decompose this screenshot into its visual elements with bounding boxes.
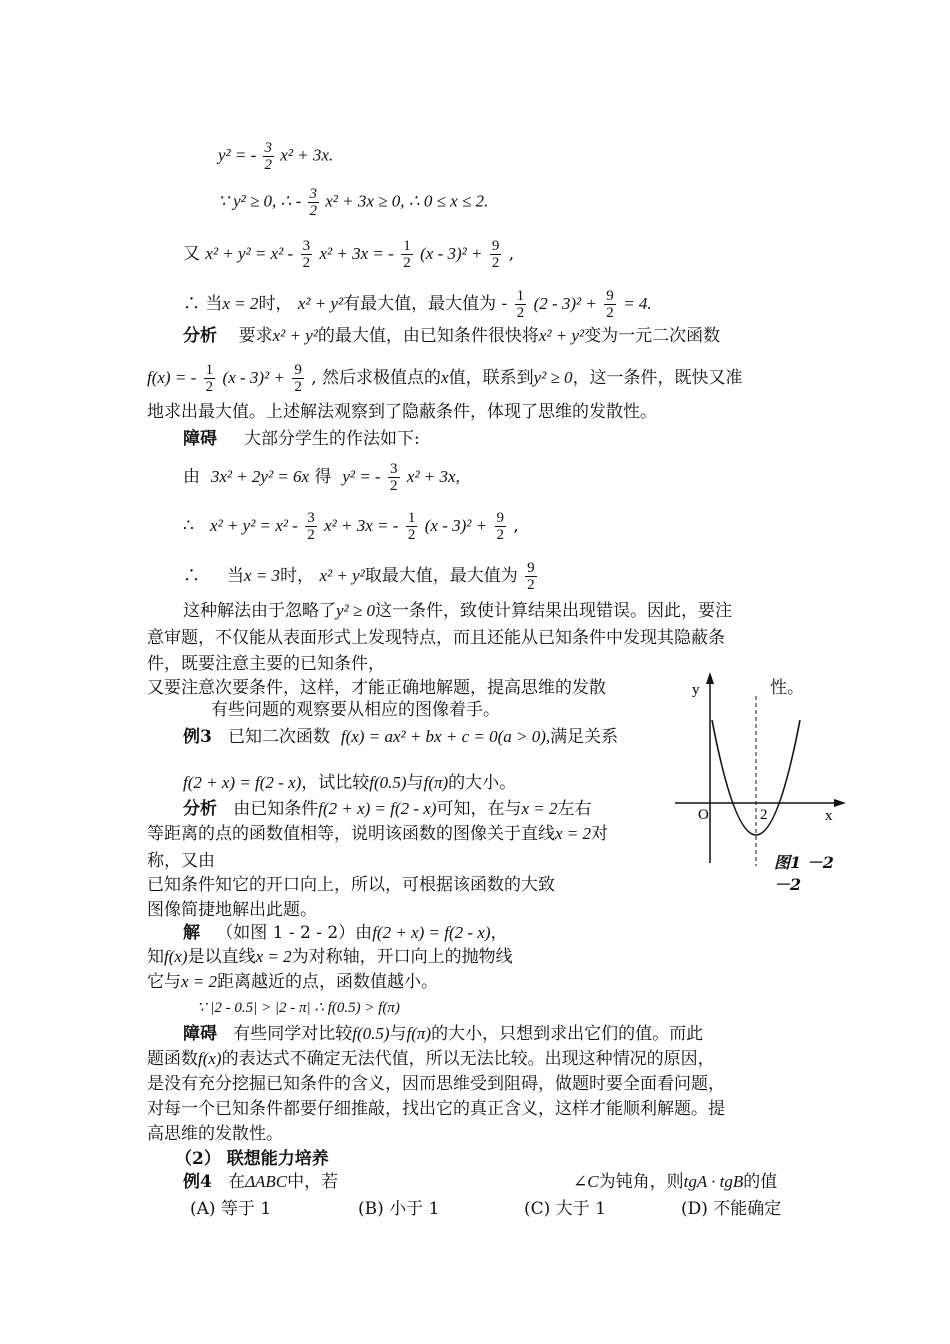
equation-line: 又 x² + y² = x² - $\frac{3}{2}$ x² + 3x = - $\frac{1}{2}$ (x - 3)² + $\frac{9}{2}$ , xyxy=(183,238,515,271)
text-line: 件，既要注意主要的已知条件， xyxy=(147,654,385,674)
section-heading: （2） 联想能力培养 xyxy=(175,1149,329,1169)
option-c: (C) 大于 1 xyxy=(524,1199,606,1219)
solution: 它与x = 2距离越近的点，函数值越小。 xyxy=(147,972,439,992)
analysis-paragraph: 分析 由已知条件f(2 + x) = f(2 - x)可知，在与x = 2左右 xyxy=(183,799,592,819)
parabola-figure xyxy=(670,668,850,868)
text-line: 有些问题的观察要从相应的图像着手。 xyxy=(211,700,500,720)
analysis-paragraph: 分析 要求x² + y²的最大值，由已知条件很快将x² + y²变为一元二次函数 xyxy=(183,326,721,346)
option-a: (A) 等于 1 xyxy=(190,1199,272,1219)
solution: 知f(x)是以直线x = 2为对称轴，开口向上的抛物线 xyxy=(147,947,513,967)
equation-line: 由 3x² + 2y² = 6x 得 y² = - $\frac{3}{2}$ x² + 3x, xyxy=(183,461,460,494)
option-d: (D) 不能确定 xyxy=(681,1199,782,1219)
analysis-paragraph: f(x) = - $\frac{1}{2}$ (x - 3)² + $\frac{9}{2}$ , 然后求极值点的x值，联系到y² ≥ 0，这一条件，既快又准 xyxy=(147,362,743,395)
text-line: 图像简捷地解出此题。 xyxy=(147,900,317,920)
tick-label-2: 2 xyxy=(760,807,768,823)
x-label: x xyxy=(825,808,833,824)
origin-label: O xyxy=(698,807,709,823)
text-line: 高思维的发散性。 xyxy=(147,1124,283,1144)
text-line: 题函数f(x)的表达式不确定无法代值，所以无法比较。出现这种情况的原因， xyxy=(147,1049,715,1069)
text-line: 等距离的点的函数值相等，说明该函数的图像关于直线x = 2对 xyxy=(147,824,609,844)
equation-line: ∴ 当x = 2时， x² + y²有最大值，最大值为 - $\frac{1}{2}$ (2 - 3)² + $\frac{9}{2}$ = 4. xyxy=(183,288,652,321)
obstacle-paragraph: 障碍 有些同学对比较f(0.5)与f(π)的大小，只想到求出它们的值。而此 xyxy=(183,1024,704,1044)
solution: ∵ |2 - 0.5| > |2 - π| ∴ f(0.5) > f(π) xyxy=(197,1000,400,1016)
text-line: 是没有充分挖掘已知条件的含义，因而思维受到阻碍，做题时要全面看问题， xyxy=(147,1074,725,1094)
example-3: f(2 + x) = f(2 - x)，试比较f(0.5)与f(π)的大小。 xyxy=(183,773,517,793)
text-line: 地求出最大值。上述解法观察到了隐蔽条件，体现了思维的发散性。 xyxy=(147,402,657,422)
y-label: y xyxy=(692,682,700,698)
figure-caption-continued: －2 xyxy=(774,875,802,894)
x-axis-arrow xyxy=(834,799,846,807)
text-line: 已知条件知它的开口向上，所以，可根据该函数的大致 xyxy=(147,875,555,895)
fraction: $\frac{3}{2}$ xyxy=(264,140,273,173)
y-axis-arrow xyxy=(706,672,714,684)
example-4: ∠C为钝角，则tgA · tgB的值 xyxy=(573,1172,778,1192)
text-line: 意审题，不仅能从表面形式上发现特点，而且还能从已知条件中发现其隐蔽条 xyxy=(147,628,725,648)
text-line: 称，又由 xyxy=(147,851,215,871)
text-line: 对每一个已知条件都要仔细推敲，找出它的真正含义，这样才能顺利解题。提 xyxy=(147,1099,725,1119)
text-line: 性。 xyxy=(770,678,804,698)
equation-line: ∴ x² + y² = x² - $\frac{3}{2}$ x² + 3x = - $\frac{1}{2}$ (x - 3)² + $\frac{9}{2}$ , xyxy=(183,510,519,543)
equation-line: ∴ 当x = 3时， x² + y²取最大值，最大值为 $\frac{9}{2}$ xyxy=(183,560,535,593)
equation-line: ∵ y² ≥ 0, ∴ - $\frac{3}{2}$ x² + 3x ≥ 0, ∴ 0 ≤ x ≤ 2. xyxy=(218,186,489,219)
option-b: (B) 小于 1 xyxy=(358,1199,440,1219)
equation-line: y² = - $\frac{3}{2}$ x² + 3x. xyxy=(218,140,334,173)
obstacle-heading: 障碍 大部分学生的作法如下: xyxy=(183,429,420,449)
example-4: 例4 在ΔABC中，若 xyxy=(183,1172,339,1192)
solution: 解 （如图 1 - 2 - 2）由f(2 + x) = f(2 - x)， xyxy=(183,923,508,943)
example-3: 例3 已知二次函数 f(x) = ax² + bx + c = 0(a > 0),满足关系 xyxy=(183,727,619,747)
text-line: 又要注意次要条件，这样，才能正确地解题，提高思维的发散 xyxy=(147,678,606,698)
figure-caption: 图1 －2 xyxy=(774,853,834,872)
text-line: 这种解法由于忽略了y² ≥ 0这一条件，致使计算结果出现错误。因此，要注 xyxy=(183,601,732,621)
